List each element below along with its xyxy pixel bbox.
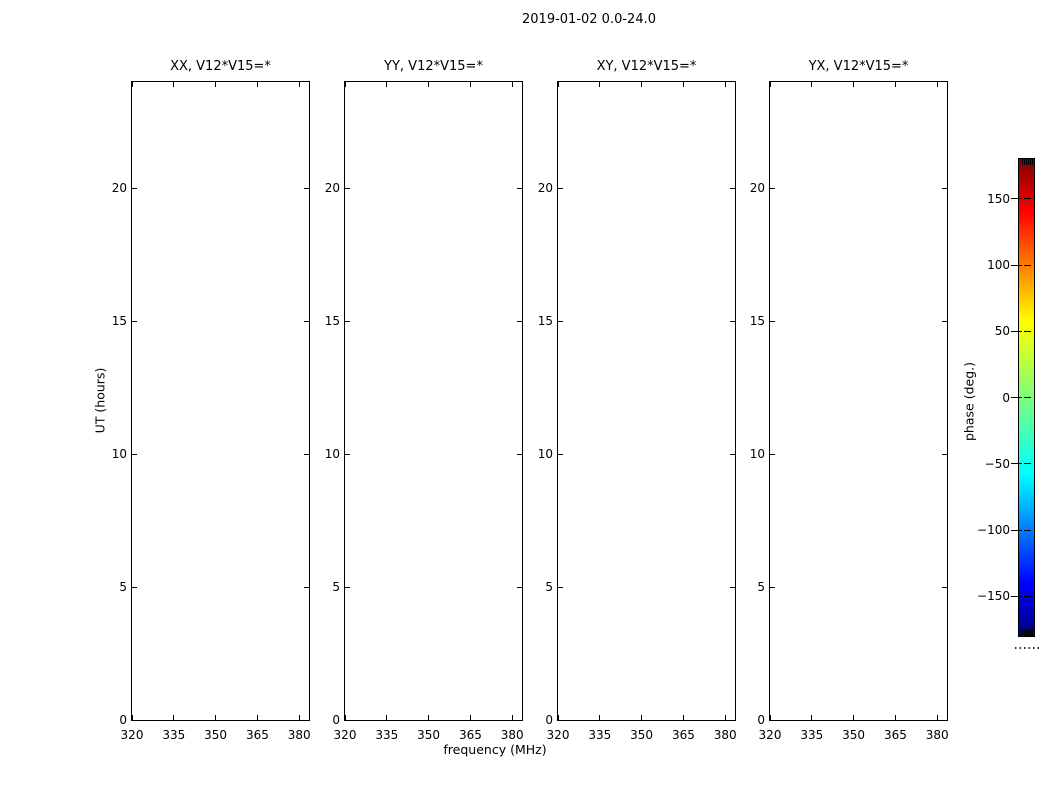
x-tick-label: 335 xyxy=(375,728,399,742)
x-tick-label: 320 xyxy=(758,728,782,742)
colorbar-axis-label: phase (deg.) xyxy=(961,362,977,441)
x-tick-label: 320 xyxy=(333,728,357,742)
x-tick-label: 320 xyxy=(546,728,570,742)
colorbar-tick-mark xyxy=(1011,265,1022,266)
y-tick-label: 15 xyxy=(111,314,127,329)
x-tick-label: 350 xyxy=(842,728,866,742)
colorbar-edge-hatch xyxy=(1024,159,1025,165)
colorbar-tick-label: 150 xyxy=(987,191,1010,206)
y-tick-label: 5 xyxy=(119,580,127,595)
colorbar-tick-mark xyxy=(1024,397,1031,398)
x-tick-label: 380 xyxy=(713,728,737,742)
y-tick-label: 10 xyxy=(749,447,765,462)
x-tick-label: 380 xyxy=(500,728,524,742)
x-axis-label: frequency (MHz) xyxy=(443,742,547,757)
x-tick-label: 365 xyxy=(883,728,907,742)
colorbar-tick-mark xyxy=(1011,198,1022,199)
colorbar-tick-mark xyxy=(1024,198,1031,199)
colorbar-tick-mark xyxy=(1011,331,1022,332)
colorbar-tick-label: 50 xyxy=(994,324,1010,339)
x-tick-label: 350 xyxy=(204,728,228,742)
colorbar-tick-mark xyxy=(1024,331,1031,332)
x-tick-label: 350 xyxy=(630,728,654,742)
panel-title-xy: XY, V12*V15=* xyxy=(596,59,697,74)
colorbar-tick-mark xyxy=(1024,530,1031,531)
x-tick-label: 380 xyxy=(925,728,949,742)
x-tick-label: 335 xyxy=(162,728,186,742)
colorbar-tick-mark xyxy=(1011,596,1022,597)
y-tick-label: 0 xyxy=(332,713,340,727)
colorbar-edge-hatch xyxy=(1032,159,1033,165)
colorbar-tick-mark xyxy=(1024,265,1031,266)
y-tick-label: 20 xyxy=(537,181,553,196)
y-tick-label: 5 xyxy=(757,580,765,595)
x-tick-label: 380 xyxy=(287,728,311,742)
y-tick-label: 20 xyxy=(324,181,340,196)
y-tick-label: 10 xyxy=(324,447,340,462)
y-tick-label: 5 xyxy=(545,580,553,595)
colorbar-edge-hatch xyxy=(1026,630,1027,636)
y-tick-label: 15 xyxy=(749,314,765,329)
x-tick-label: 335 xyxy=(800,728,824,742)
colorbar-tick-mark xyxy=(1011,397,1022,398)
colorbar-tick-label: 100 xyxy=(987,258,1010,272)
colorbar-edge-hatch xyxy=(1028,630,1029,636)
y-tick-label: 0 xyxy=(757,713,765,727)
colorbar-tick-label: −50 xyxy=(984,456,1010,471)
colorbar-tick-label: −150 xyxy=(977,589,1010,604)
colorbar-edge-hatch xyxy=(1028,159,1029,165)
y-tick-label: 20 xyxy=(111,181,127,196)
colorbar-edge-hatch xyxy=(1026,159,1027,165)
colorbar-tick-mark xyxy=(1024,596,1031,597)
colorbar-dotted-edge xyxy=(1015,647,1039,649)
y-tick-label: 15 xyxy=(537,314,553,329)
y-tick-label: 10 xyxy=(537,447,553,462)
y-tick-label: 0 xyxy=(119,713,127,727)
y-tick-label: 5 xyxy=(332,580,340,595)
panel-title-xx: XX, V12*V15=* xyxy=(170,59,271,74)
colorbar-edge-hatch xyxy=(1030,159,1031,165)
x-tick-label: 350 xyxy=(417,728,441,742)
x-tick-label: 365 xyxy=(245,728,269,742)
colorbar-edge-hatch xyxy=(1030,630,1031,636)
colorbar-tick-mark xyxy=(1011,463,1022,464)
y-tick-label: 15 xyxy=(324,314,340,329)
x-tick-label: 320 xyxy=(120,728,144,742)
colorbar-edge-hatch xyxy=(1022,630,1023,636)
x-tick-label: 365 xyxy=(671,728,695,742)
x-tick-label: 335 xyxy=(588,728,612,742)
figure-title: 2019-01-02 0.0-24.0 xyxy=(522,12,656,27)
colorbar-tick-mark xyxy=(1011,530,1022,531)
y-tick-label: 10 xyxy=(111,447,127,462)
y-tick-label: 20 xyxy=(749,181,765,196)
panel-title-yx: YX, V12*V15=* xyxy=(808,59,909,74)
colorbar-tick-label: 0 xyxy=(1002,390,1010,405)
x-tick-label: 365 xyxy=(458,728,482,742)
colorbar-edge-hatch xyxy=(1024,630,1025,636)
panel-title-yy: YY, V12*V15=* xyxy=(384,59,483,74)
colorbar-edge-hatch xyxy=(1032,630,1033,636)
colorbar-tick-mark xyxy=(1024,463,1031,464)
colorbar-tick-label: −100 xyxy=(977,523,1010,537)
y-axis-label: UT (hours) xyxy=(92,367,108,434)
y-tick-label: 0 xyxy=(545,713,553,727)
colorbar-edge-hatch xyxy=(1022,159,1023,165)
